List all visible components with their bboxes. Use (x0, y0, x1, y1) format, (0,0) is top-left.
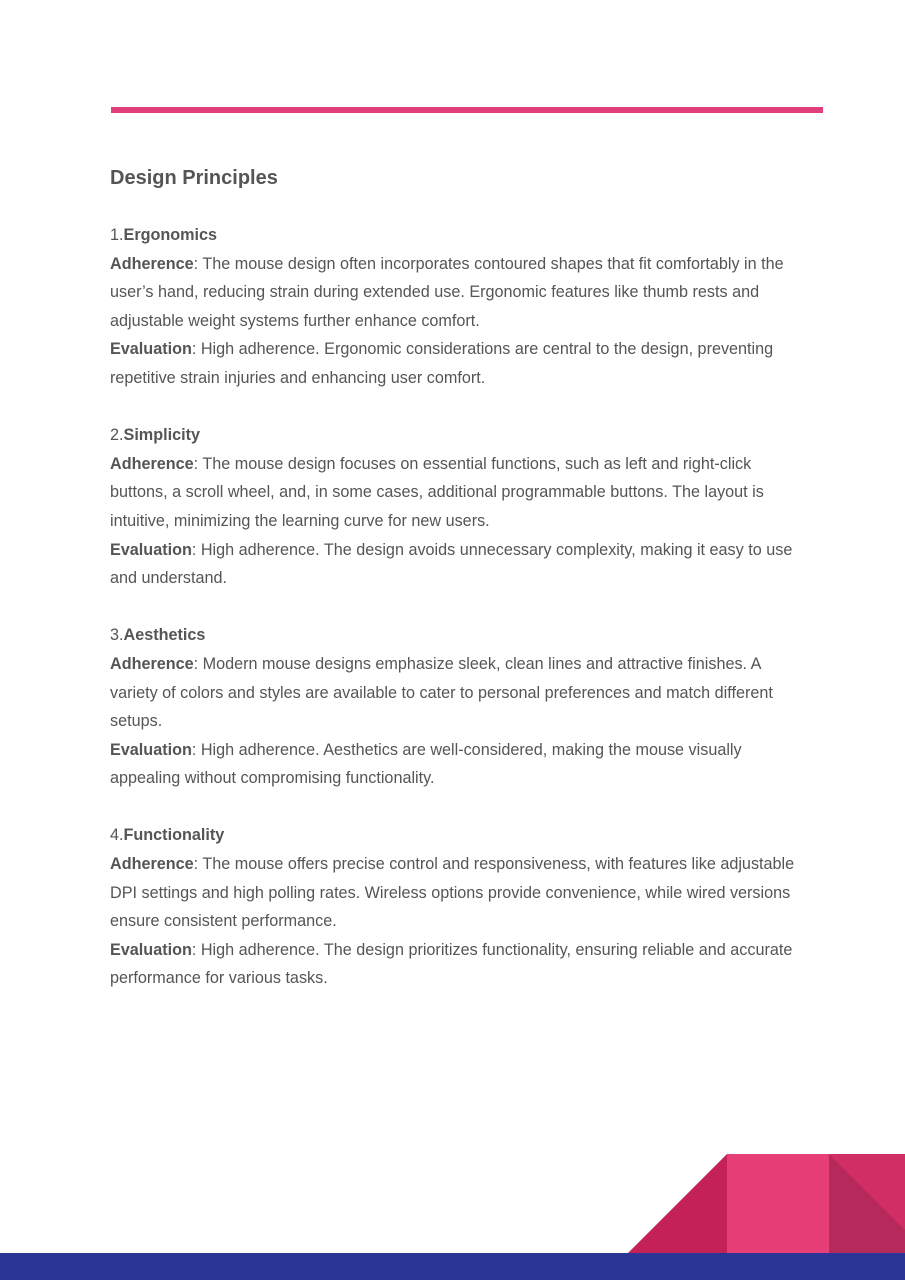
adherence-label: Adherence (110, 654, 194, 673)
evaluation-text: : High adherence. Ergonomic considerations are central to the design, preventing repetitive strain injuries and enhancing user comfort. (110, 340, 774, 387)
evaluation-text: : High adherence. The design avoids unnecessary complexity, making it easy to use and understand. (110, 540, 793, 588)
evaluation-label: Evaluation (110, 540, 192, 559)
page-title: Design Principles (110, 167, 278, 189)
principle-number: 4. (110, 826, 124, 845)
principle-title: Aesthetics (123, 626, 206, 645)
evaluation-label: Evaluation (110, 940, 192, 959)
footer-panel-pink (727, 1154, 830, 1253)
principle-number: 2. (110, 426, 124, 445)
principle-number: 3. (110, 626, 124, 645)
footer-triangle-dark (628, 1154, 727, 1253)
evaluation-label: Evaluation (110, 340, 192, 359)
footer-bar (0, 1253, 905, 1280)
adherence-text: : Modern mouse designs emphasize sleek, clean lines and attractive finishes. A variety of colors and styles are available to cater to personal preferences and match different setups. (110, 654, 773, 731)
principle-title: Ergonomics (123, 226, 218, 244)
adherence-label: Adherence (110, 254, 194, 273)
evaluation-text: : High adherence. Aesthetics are well-considered, making the mouse visually appealing without compromising functionality. (110, 740, 742, 788)
adherence-text: : The mouse design often incorporates contoured shapes that fit comfortably in the user’s hand, reducing strain during extended use. Ergonomic features like thumb rests and adjustable weight systems further enhance comfort. (110, 254, 784, 330)
evaluation-text: : High adherence. The design prioritizes functionality, ensuring reliable and accurate performance for various tasks. (110, 940, 793, 988)
adherence-label: Adherence (110, 454, 194, 473)
principle-number: 1. (110, 226, 124, 244)
principle-title: Simplicity (123, 426, 200, 445)
adherence-text: : The mouse offers precise control and responsiveness, with features like adjustable DPI settings and high polling rates. Wireless options provide convenience, while wired versions ensure consistent performance. (110, 855, 795, 931)
adherence-label: Adherence (110, 855, 194, 874)
principle-title: Functionality (123, 826, 225, 845)
adherence-text: : The mouse design focuses on essential functions, such as left and right-click buttons, a scroll wheel, and, in some cases, additional programmable buttons. The layout is intuitive, minimizing the learning curve for new users. (110, 454, 764, 530)
evaluation-label: Evaluation (110, 740, 192, 759)
